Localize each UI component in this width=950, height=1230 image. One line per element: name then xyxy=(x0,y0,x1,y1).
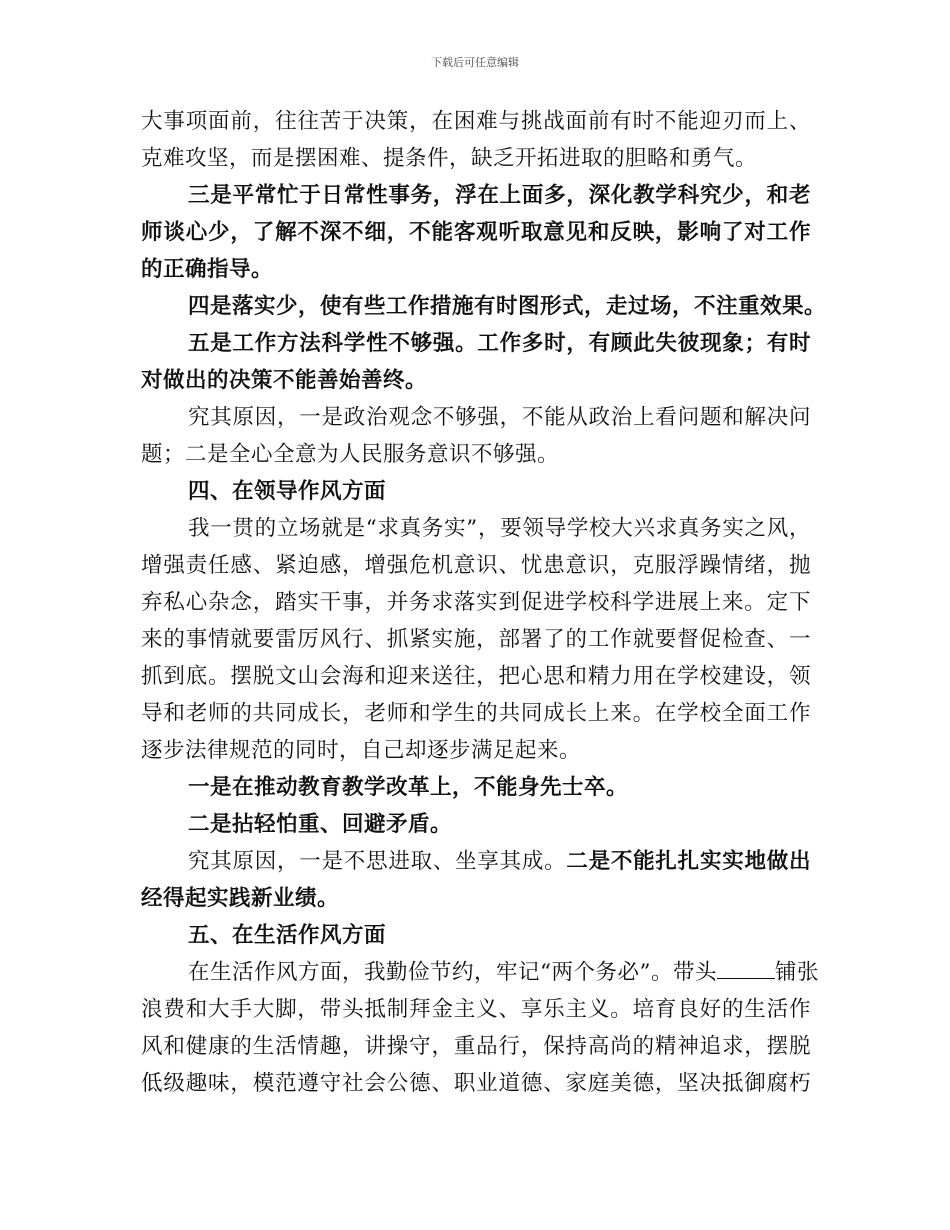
cause-line: 经得起实践新业绩。 xyxy=(141,886,340,911)
paragraph-text: 铺张 xyxy=(775,960,820,985)
paragraph-line: 克难攻坚，而是摆困难、提条件，缺乏开拓进取的胆略和勇气。 xyxy=(141,146,758,171)
paragraph-line: 我一贯的立场就是“求真务实”，要领导学校大兴求真务实之风， xyxy=(188,516,811,541)
section-heading-four: 四、在领导作风方面 xyxy=(188,479,387,504)
paragraph-line: 来的事情就要雷厉风行、抓紧实施，部署了的工作就要督促检查、一 xyxy=(141,627,811,652)
point-three-line: 师谈心少，了解不深不细，不能客观听取意见和反映，影响了对工作 xyxy=(141,220,811,245)
cause-text: 究其原因，一是不思进取、坐享其成。 xyxy=(188,849,567,874)
cause-line: 究其原因，一是政治观念不够强，不能从政治上看问题和解决问 xyxy=(188,405,811,430)
paragraph-line: 逐步法律规范的同时，自己却逐步满足起来。 xyxy=(141,738,582,763)
leadership-point-two: 二是拈轻怕重、回避矛盾。 xyxy=(188,812,453,837)
paragraph-line: 导和老师的共同成长，老师和学生的共同成长上来。在学校全面工作 xyxy=(141,701,811,726)
cause-bold-text: 二是不能扎扎实实地做出 xyxy=(566,849,811,874)
paragraph-line: 增强责任感、紧迫感，增强危机意识、忧患意识，克服浮躁情绪，抛 xyxy=(141,553,811,578)
document-body xyxy=(141,103,827,1102)
page-header: 下载后可任意编辑 xyxy=(431,56,519,69)
point-five-line: 对做出的决策不能善始善终。 xyxy=(141,368,428,393)
paragraph-line xyxy=(141,954,820,991)
paragraph-line: 抓到底。摆脱文山会海和迎来送往，把心思和精力用在学校建设，领 xyxy=(141,664,811,689)
blank-underline xyxy=(717,960,775,979)
section-heading-five: 五、在生活作风方面 xyxy=(188,923,387,948)
leadership-point-one: 一是在推动教育教学改革上，不能身先士卒。 xyxy=(188,775,629,800)
point-three-line: 三是平常忙于日常性事务，浮在上面多，深化教学科究少，和老 xyxy=(188,183,811,208)
paragraph-line: 弃私心杂念，踏实干事，并务求落实到促进学校科学进展上来。定下 xyxy=(141,590,811,615)
paragraph-line: 低级趣味，模范遵守社会公德、职业道德、家庭美德，坚决抵御腐朽 xyxy=(141,1071,811,1096)
paragraph-text: 在生活作风方面，我勤俭节约，牢记“两个务必”。带头 xyxy=(188,960,717,985)
point-three-line: 的正确指导。 xyxy=(141,257,274,282)
point-five-line: 五是工作方法科学性不够强。工作多时，有顾此失彼现象；有时 xyxy=(188,331,811,356)
cause-line xyxy=(141,843,811,880)
point-four-line: 四是落实少，使有些工作措施有时图形式，走过场，不注重效果。 xyxy=(188,294,827,319)
paragraph-line: 大事项面前，往往苦于决策，在困难与挑战面前有时不能迎刃而上、 xyxy=(141,109,811,134)
paragraph-line: 浪费和大手大脚，带头抵制拜金主义、享乐主义。培育良好的生活作 xyxy=(141,997,811,1022)
cause-line: 题；二是全心全意为人民服务意识不够强。 xyxy=(141,442,560,467)
paragraph-line: 风和健康的生活情趣，讲操守，重品行，保持高尚的精神追求，摆脱 xyxy=(141,1034,811,1059)
